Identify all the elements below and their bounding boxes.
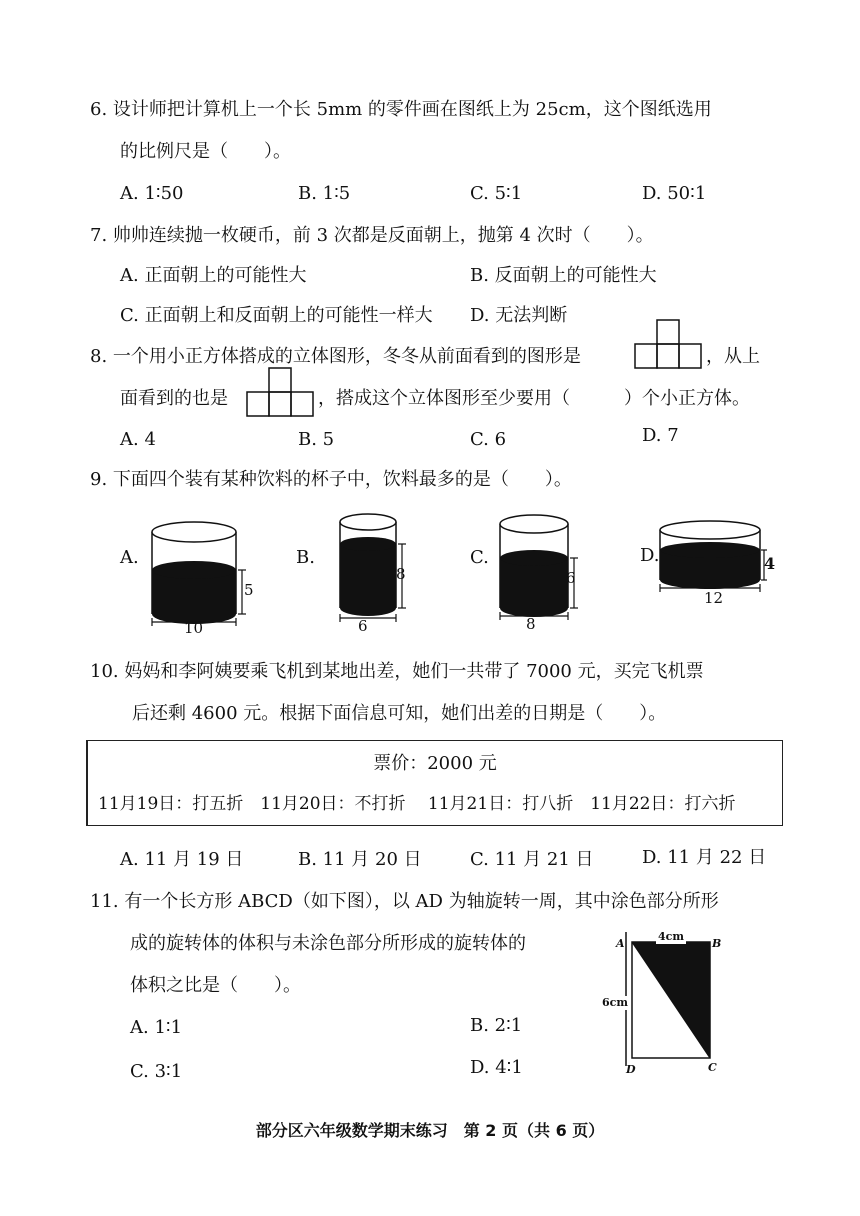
cup-d-label[interactable]: D. xyxy=(640,545,660,566)
q8-option-b[interactable]: B. 5 xyxy=(298,429,335,450)
q11-line1: 11. 有一个长方形 ABCD（如下图），以 AD 为轴旋转一周，其中涂色部分所形 xyxy=(90,891,719,912)
q10-option-c[interactable]: C. 11 月 21 日 xyxy=(470,849,594,870)
vertex-a-label: A xyxy=(616,937,625,950)
q8-line1a: 8. 一个用小正方体搭成的立体图形，冬冬从前面看到的图形是 xyxy=(90,346,581,367)
vertex-c-label: C xyxy=(708,1061,717,1074)
cup-c-label[interactable]: C. xyxy=(470,547,489,568)
q8-line2b: ，搭成这个立体图形至少要用（ ）个小正方体。 xyxy=(318,388,750,409)
vertex-b-label: B xyxy=(712,937,722,950)
cup-a-height: 5 xyxy=(244,581,254,599)
q6-line2: 的比例尺是（ ）。 xyxy=(120,141,291,162)
cup-a-diameter: 10 xyxy=(184,619,204,637)
cup-b-diameter: 6 xyxy=(358,617,368,635)
q11-option-b[interactable]: B. 2∶1 xyxy=(470,1015,523,1036)
q9-stem: 9. 下面四个装有某种饮料的杯子中，饮料最多的是（ ）。 xyxy=(90,469,572,490)
q7-option-b[interactable]: B. 反面朝上的可能性大 xyxy=(470,265,657,286)
q6-option-a[interactable]: A. 1∶50 xyxy=(120,183,184,204)
q7-option-d[interactable]: D. 无法判断 xyxy=(470,305,568,326)
q6-line1: 6. 设计师把计算机上一个长 5mm 的零件画在图纸上为 25cm，这个图纸选用 xyxy=(90,99,712,120)
q10-option-d[interactable]: D. 11 月 22 日 xyxy=(642,847,767,868)
q6-option-d[interactable]: D. 50∶1 xyxy=(642,183,707,204)
front-view-figure xyxy=(634,318,704,370)
ticket-info-box xyxy=(86,740,783,826)
q7-option-c[interactable]: C. 正面朝上和反面朝上的可能性一样大 xyxy=(120,305,433,326)
height-label: 6cm xyxy=(602,996,628,1009)
q6-option-b[interactable]: B. 1∶5 xyxy=(298,183,351,204)
width-label: 4cm xyxy=(658,930,684,943)
q8-line1b: ，从上 xyxy=(706,346,760,367)
q11-option-a[interactable]: A. 1∶1 xyxy=(130,1017,183,1038)
q10-line2: 后还剩 4600 元。根据下面信息可知，她们出差的日期是（ ）。 xyxy=(132,703,667,724)
q6-option-c[interactable]: C. 5∶1 xyxy=(470,183,523,204)
ticket-price: 票价：2000 元 xyxy=(373,753,497,774)
q11-line3: 体积之比是（ ）。 xyxy=(130,975,301,996)
cup-c-diameter: 8 xyxy=(526,615,536,633)
q8-line2a: 面看到的也是 xyxy=(120,388,228,409)
cup-c-figure[interactable] xyxy=(496,512,596,637)
q8-option-c[interactable]: C. 6 xyxy=(470,429,507,450)
top-view-figure xyxy=(246,366,316,418)
q11-option-d[interactable]: D. 4∶1 xyxy=(470,1057,523,1078)
q7-option-a[interactable]: A. 正面朝上的可能性大 xyxy=(120,265,307,286)
q10-option-b[interactable]: B. 11 月 20 日 xyxy=(298,849,422,870)
q8-option-d[interactable]: D. 7 xyxy=(642,425,679,446)
cup-d-diameter: 12 xyxy=(704,589,724,607)
cup-c-height: 6 xyxy=(566,569,576,587)
page-footer: 部分区六年级数学期末练习 第 2 页（共 6 页） xyxy=(255,1121,605,1140)
cup-b-label[interactable]: B. xyxy=(296,547,315,568)
cup-b-height: 8 xyxy=(396,565,406,583)
ticket-discounts: 11月19日：打五折 11月20日：不打折 11月21日：打八折 11月22日：打六折 xyxy=(98,794,736,814)
cup-d-height: 4 xyxy=(764,554,776,573)
cup-a-label[interactable]: A. xyxy=(120,547,139,568)
q10-option-a[interactable]: A. 11 月 19 日 xyxy=(120,849,244,870)
vertex-d-label: D xyxy=(626,1063,636,1076)
q11-line2: 成的旋转体的体积与未涂色部分所形成的旋转体的 xyxy=(130,933,526,954)
q8-option-a[interactable]: A. 4 xyxy=(120,429,156,450)
q10-line1: 10. 妈妈和李阿姨要乘飞机到某地出差，她们一共带了 7000 元，买完飞机票 xyxy=(90,661,704,682)
q11-option-c[interactable]: C. 3∶1 xyxy=(130,1061,183,1082)
q7-stem: 7. 帅帅连续抛一枚硬币，前 3 次都是反面朝上，抛第 4 次时（ ）。 xyxy=(90,225,654,246)
